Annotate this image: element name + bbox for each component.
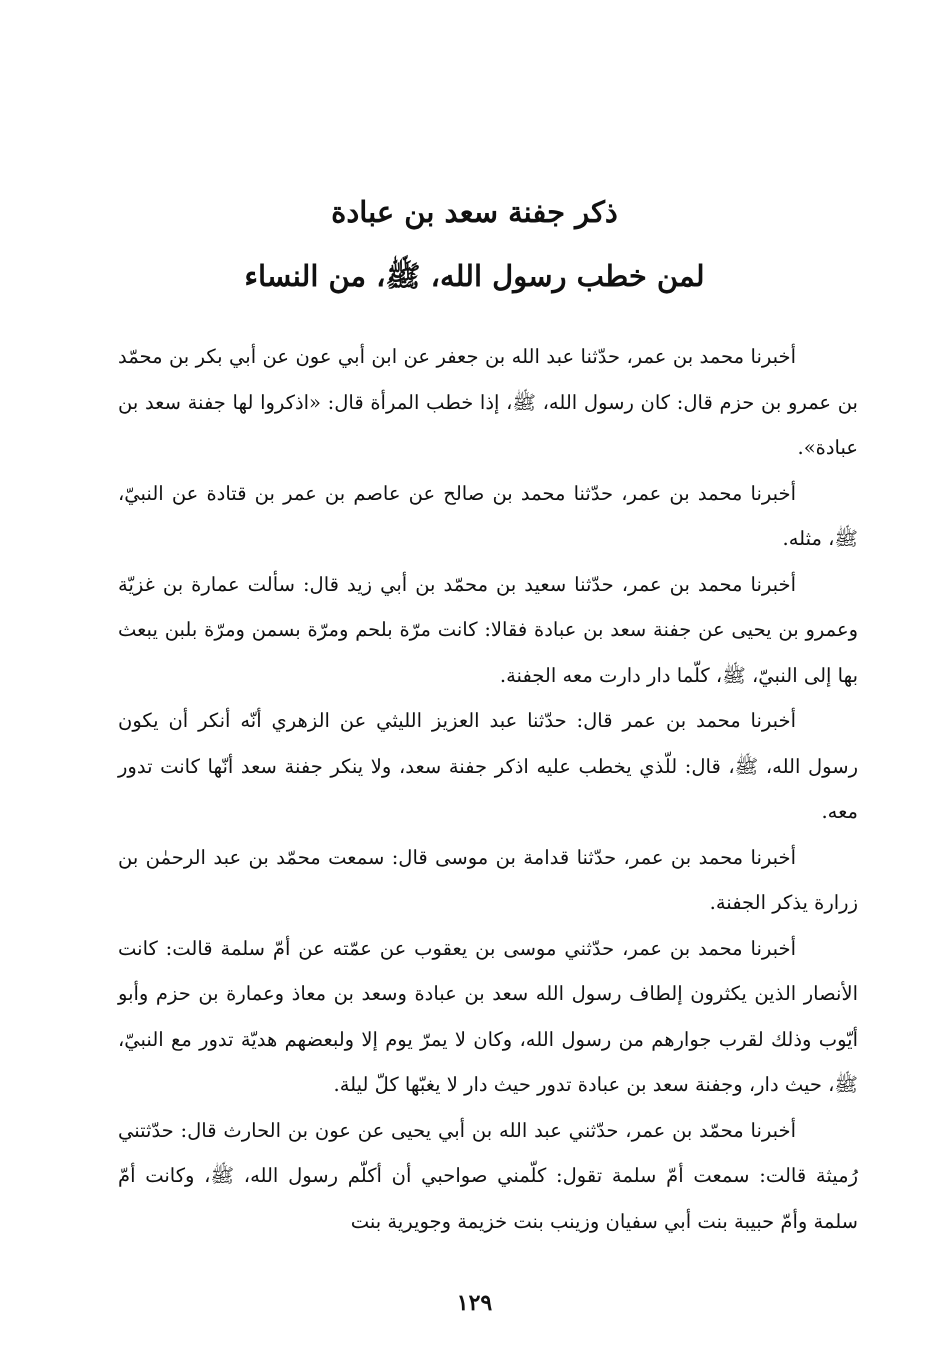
- paragraph-4: أخبرنا محمد بن عمر قال: حدّثنا عبد العزيز الليثي عن الزهري أنّه أنكر أن يكون رسول الله، ﷺ، قال: للّذي يخطب عليه اذكر جفنة سعد، ولا ينكر جفنة سعد أنّها كانت تدور معه.: [118, 709, 858, 823]
- chapter-title-line-1: ذكر جفنة سعد بن عبادة: [331, 195, 618, 229]
- paragraph-6: أخبرنا محمد بن عمر، حدّثني موسى بن يعقوب عن عمّته عن أمّ سلمة قالت: كانت الأنصار الذين يكثرون إلطاف رسول الله سعد بن عبادة وسعد بن معاذ وعمارة بن حزم وأبو أيّوب وذلك لقرب جوارهم من رسول الله، وكان لا يمرّ يوم إلا ولبعضهم هديّة تدور مع النبيّ، ﷺ، حيث دار، وجفنة سعد بن عبادة تدور حيث دار لا يغبّها كلّ ليلة.: [118, 936, 858, 1096]
- page-number: ١٢٩: [456, 1290, 493, 1316]
- paragraph-1: أخبرنا محمد بن عمر، حدّثنا عبد الله بن جعفر عن ابن أبي عون عن أبي بكر بن محمّد بن عمرو بن حزم قال: كان رسول الله، ﷺ، إذا خطب المرأة قال: «اذكروا لها جفنة سعد بن عبادة».: [118, 345, 858, 459]
- body-text: [118, 334, 858, 1244]
- chapter-title-line-2: لمن خطب رسول الله، ﷺ، من النساء: [244, 259, 705, 293]
- paragraph-2: أخبرنا محمد بن عمر، حدّثنا محمد بن صالح عن عاصم بن عمر بن قتادة عن النبيّ، ﷺ، مثله.: [118, 481, 858, 550]
- paragraph-7: أخبرنا محمّد بن عمر، حدّثني عبد الله بن أبي يحيى عن عون بن الحارث قال: حدّثتني رُميثة قالت: سمعت أمّ سلمة تقول: كلّمني صواحبي أن أكلّم رسول الله، ﷺ، وكانت أمّ سلمة وأمّ حبيبة بنت أبي سفيان وزينب بنت خزيمة وجويرية بنت: [118, 1118, 858, 1233]
- paragraph-3: أخبرنا محمد بن عمر، حدّثنا سعيد بن محمّد بن أبي زيد قال: سألت عمارة بن غزيّة وعمرو بن يحيى عن جفنة سعد بن عبادة فقالا: كانت مرّة بلحم ومرّة بسمن ومرّة بلبن يبعث بها إلى النبيّ، ﷺ، كلّما دار دارت معه الجفنة.: [118, 572, 858, 687]
- paragraph-5: أخبرنا محمد بن عمر، حدّثنا قدامة بن موسى قال: سمعت محمّد بن عبد الرحمٰن بن زرارة يذكر الجفنة.: [118, 845, 858, 914]
